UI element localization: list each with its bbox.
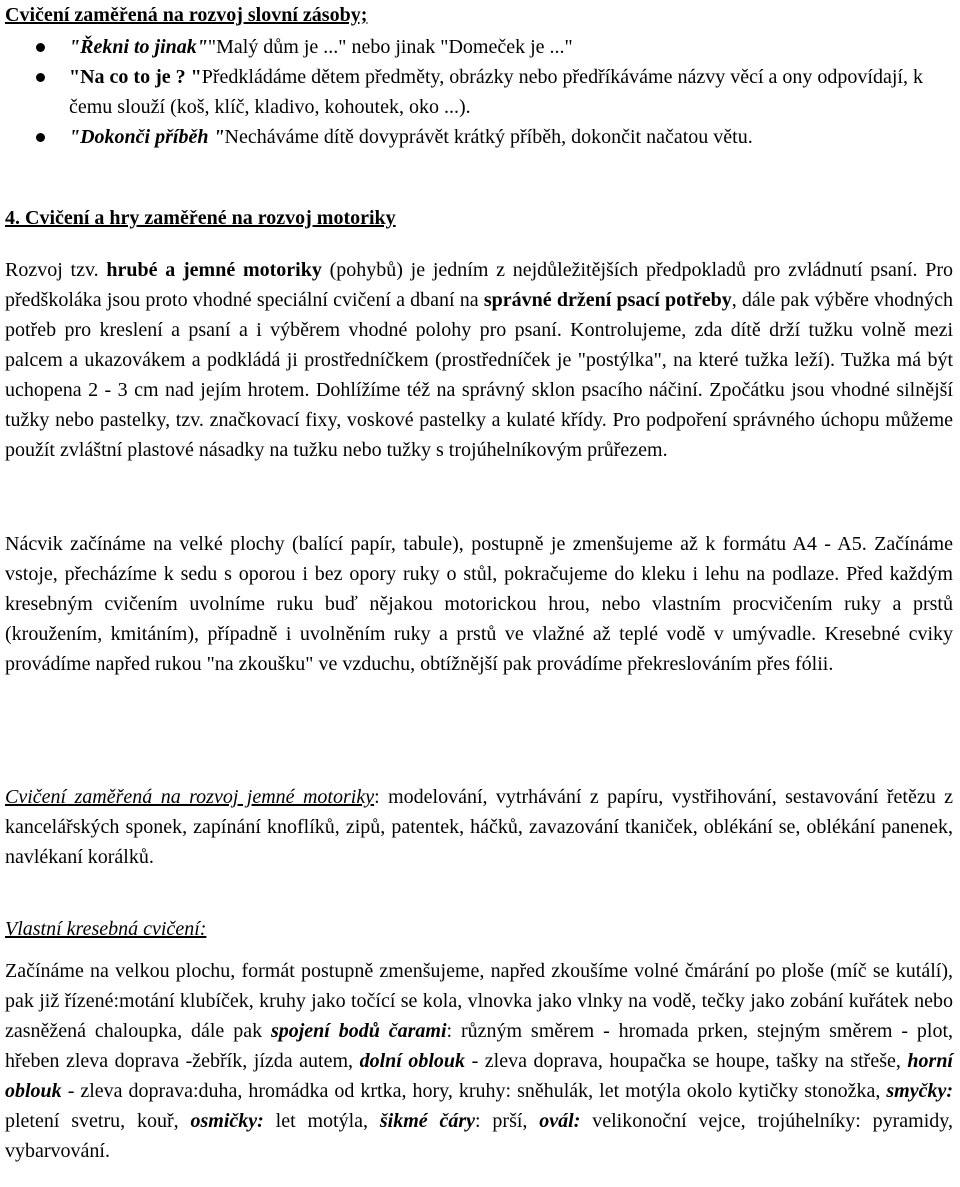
- emphasis: smyčky:: [886, 1080, 953, 1102]
- paragraph-practice: Nácvik začínáme na velké plochy (balící papír, tabule), postupně je zmenšujeme až k formátu A4 - A5. Začínáme vstoje, přecházíme k sedu s oporou i bez opory ruky o stůl, pokračujeme do kleku i lehu na podlaze. Před každým kresebným cvičením uvolníme ruku buď nějakou motorickou hrou, nebo vlastním procvičením ruky a prstů (kroužením, kmitáním), případně i uvolněním ruky a prstů ve vlažné až teplé vodě v umývadle. Kresebné cviky provádíme napřed rukou "na zkoušku" ve vzduchu, obtížnější pak provádíme překreslováním přes fólii.: [5, 533, 953, 675]
- emphasis: ovál:: [539, 1110, 581, 1132]
- bullet-text: "Malý dům je ..." nebo jinak "Domeček je ...": [207, 36, 573, 58]
- list-item: [0, 32, 940, 62]
- text-run: : různým směrem - hromada prken, stejným směrem - plot, hřeben zleva doprava -žebřík, jízda autem,: [5, 1020, 953, 1072]
- text-run: pletení svetru, kouř,: [5, 1110, 191, 1132]
- text-run: (pohybů) je jedním z nejdůležitějších předpokladů pro zvládnutí psaní. Pro předškoláka jsou proto vhodné speciální cvičení a dbaní na: [5, 259, 954, 311]
- bullet-title: "Řekni to jinak": [69, 36, 208, 58]
- bullet-title: "Dokonči příběh ": [69, 126, 225, 148]
- list-item: [0, 62, 940, 122]
- emphasis: hrubé a jemné motoriky: [106, 259, 322, 281]
- text-run: - zleva doprava, houpačka se houpe, tašky na střeše,: [465, 1050, 908, 1072]
- bullet-title: "Na co to je ? ": [69, 66, 202, 88]
- list-item: [0, 122, 940, 152]
- emphasis: správné držení psací potřeby: [483, 289, 732, 311]
- emphasis: spojení bodů čarami: [270, 1020, 447, 1042]
- bullet-list: [0, 32, 940, 152]
- text-run: velikonoční vejce, trojúhelníky: pyramidy, vybarvování.: [5, 1110, 953, 1162]
- text-run: let motýla,: [263, 1110, 380, 1132]
- bullet-icon: [36, 43, 45, 52]
- bullet-icon: [36, 133, 45, 142]
- emphasis: horní oblouk: [5, 1050, 953, 1102]
- emphasis: dolní oblouk: [359, 1050, 466, 1072]
- bullet-text: Necháváme dítě dovyprávět krátký příběh, dokončit načatou větu.: [224, 126, 753, 148]
- bullet-text: Předkládáme dětem předměty, obrázky nebo předříkáváme názvy věcí a ony odpovídají, k čemu slouží (koš, klíč, kladivo, kohoutek, oko ...).: [69, 66, 923, 118]
- top-heading: Cvičení zaměřená na rozvoj slovní zásoby;: [5, 4, 368, 26]
- paragraph-motorics: [5, 255, 953, 465]
- drawing-exercises-title: [5, 914, 953, 944]
- text-run: , dále pak výběre vhodných potřeb pro kreslení a psaní a i výběrem vhodné polohy pro psaní. Kontrolujeme, zda dítě drží tužku volně mezi palcem a ukazovákem a podkládá ji prostředníčkem (prostředníček je "postýlka", na které tužka leží). Tužka má být uchopena 2 - 3 cm nad jejím hrotem. Dohlížíme též na správný sklon psacího náčiní. Zpočátku jsou vhodné silnější tužky nebo pastelky, tzv. značkovací fixy, voskové pastelky a kulaté křídy. Pro podpoření správného úchopu můžeme použít zvláštní plastové násadky na tužku nebo tužky s trojúhelníkovým průřezem.: [5, 289, 953, 461]
- text-run: - zleva doprava:duha, hromádka od krtka, hory, kruhy: sněhulák, let motýla okolo kytičky stonožka,: [61, 1080, 887, 1102]
- paragraph-drawing: [5, 956, 953, 1166]
- paragraph-heading: Vlastní kresebná cvičení:: [5, 918, 207, 940]
- emphasis: osmičky:: [190, 1110, 264, 1132]
- section-title: 4. Cvičení a hry zaměřené na rozvoj motoriky: [5, 207, 396, 229]
- paragraph-heading: Cvičení zaměřená na rozvoj jemné motoriky: [5, 786, 375, 808]
- bullet-icon: [36, 73, 45, 82]
- emphasis: šikmé čáry: [379, 1110, 476, 1132]
- paragraph-fine-motorics: [5, 782, 953, 872]
- text-run: : prší,: [475, 1110, 540, 1132]
- text-run: Rozvoj tzv.: [5, 259, 107, 281]
- text-run: Začínáme na velkou plochu, formát postupně zmenšujeme, napřed zkoušíme volné čmárání po ploše (míč se kutálí), pak již řízené:motání klubíček, kruhy jako točící se kola, vlnovka jako vlnky na vodě, tečky jako zobání kuřátek nebo zasněžená chaloupka, dále pak: [5, 960, 953, 1042]
- text-run: : modelování, vytrhávání z papíru, vystřihování, sestavování řetězu z kancelářských sponek, zapínání knoflíků, zipů, patentek, háčků, zavazování tkaniček, oblékání se, oblékání panenek, navlékaní korálků.: [5, 786, 954, 868]
